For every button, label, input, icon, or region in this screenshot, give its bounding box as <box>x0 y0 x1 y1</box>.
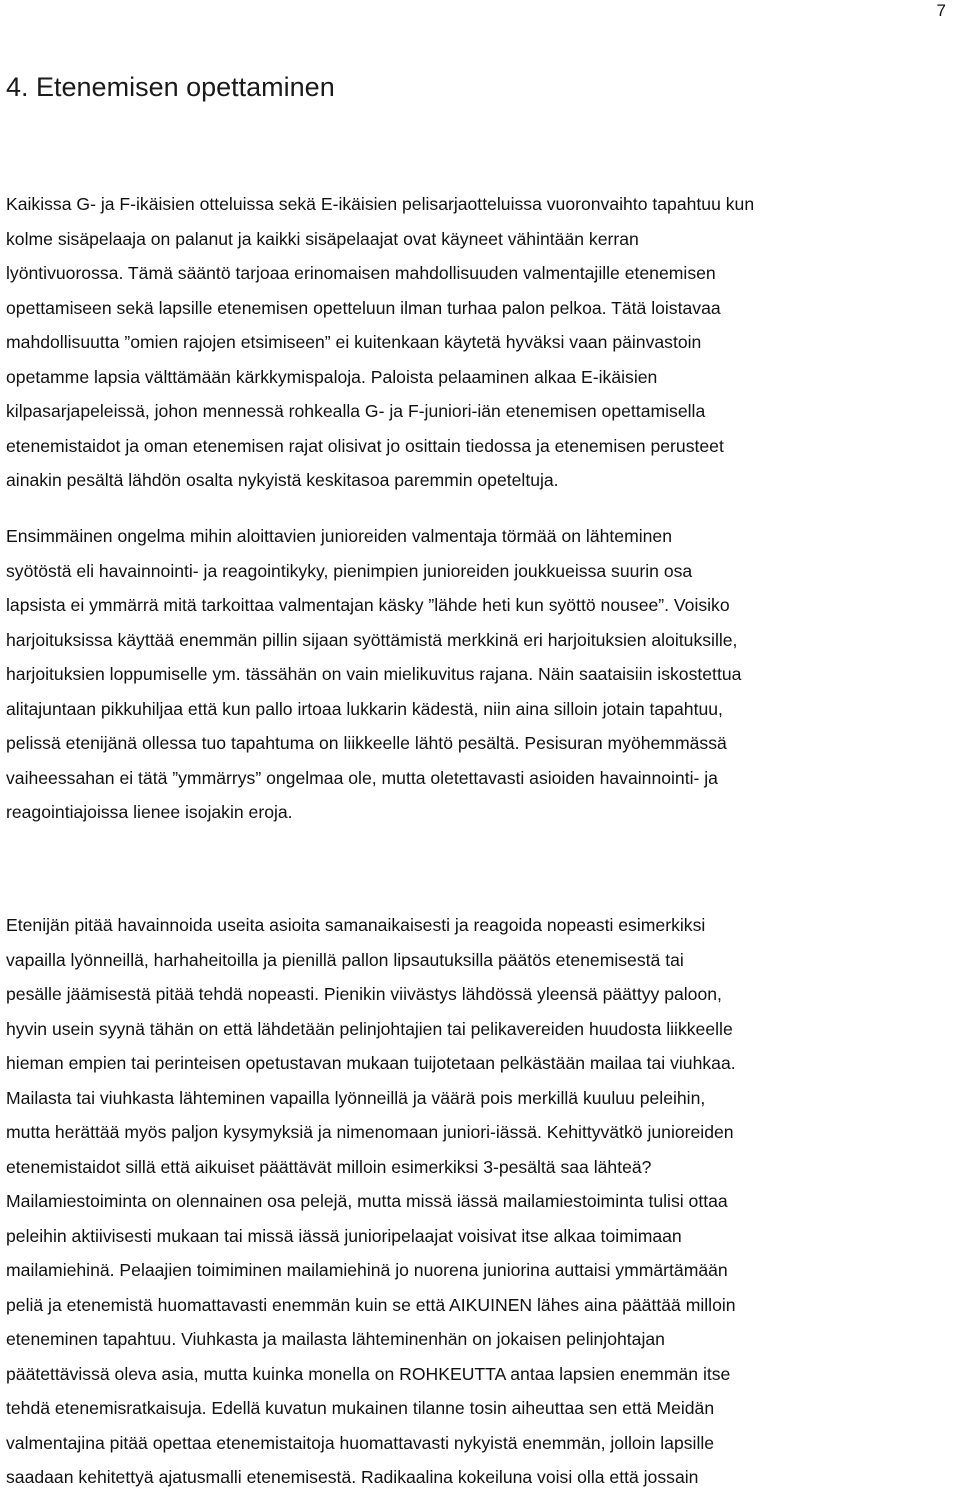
text-line: Mailamiestoiminta on olennainen osa pelejä, mutta missä iässä mailamiestoiminta tulisi ottaa <box>6 1191 728 1211</box>
text-line: mailamiehinä. Pelaajien toimiminen mailamiehinä jo nuorena juniorina auttaisi ymmärtämään <box>6 1260 728 1280</box>
text-line: lapsista ei ymmärrä mitä tarkoittaa valmentajan käsky ”lähde heti kun syöttö nousee”. Voisiko <box>6 595 730 615</box>
text-line: syötöstä eli havainnointi- ja reagointikyky, pienimpien junioreiden joukkueissa suurin osa <box>6 560 693 581</box>
text-line: mahdollisuutta ”omien rajojen etsimiseen” ei kuitenkaan käytetä hyväksi vaan päinvastoin <box>6 332 702 352</box>
text-line: ainakin pesältä lähdön osalta nykyistä keskitasoa paremmin opeteltuja. <box>6 470 559 490</box>
text-line: kilpasarjapeleissä, johon mennessä rohkealla G- ja F-juniori-iän etenemisen opettamisella <box>6 401 706 421</box>
text-line: vapailla lyönneillä, harhaheitoilla ja pienillä pallon lipsautuksilla päätös etenemisestä tai <box>6 949 684 970</box>
paragraph-1 <box>6 187 956 498</box>
paragraph-2 <box>6 519 956 830</box>
text-line: lyöntivuorossa. Tämä sääntö tarjoaa erinomaisen mahdollisuuden valmentajille etenemisen <box>6 263 716 283</box>
text-line: vaiheessahan ei tätä ”ymmärrys” ongelmaa ole, mutta oletettavasti asioiden havainnointi- ja <box>6 767 718 788</box>
text-line: päätettävissä oleva asia, mutta kuinka monella on ROHKEUTTA antaa lapsien enemmän itse <box>6 1363 731 1384</box>
text-line: valmentajina pitää opettaa etenemistaitoja huomattavasti nykyistä enemmän, jolloin lapsille <box>6 1432 715 1453</box>
text-line: peleihin aktiivisesti mukaan tai missä iässä junioripelaajat voisivat itse alkaa toimimaan <box>6 1225 682 1246</box>
text-line: pelissä etenijänä ollessa tuo tapahtuma on liikkeelle lähtö pesältä. Pesisuran myöhemmässä <box>6 733 727 753</box>
text-line: etenemistaidot sillä että aikuiset päättävät milloin esimerkiksi 3-pesältä saa lähteä? <box>6 1156 652 1177</box>
text-line: hieman empien tai perinteisen opetustavan mukaan tuijotetaan pelkästään mailaa tai viuhkaa. <box>6 1053 736 1073</box>
text-line: Kaikissa G- ja F-ikäisien otteluissa sekä E-ikäisien pelisarjaotteluissa vuoronvaihto tapahtuu kun <box>6 194 755 214</box>
text-line: Etenijän pitää havainnoida useita asioita samanaikaisesti ja reagoida nopeasti esimerkiksi <box>6 915 706 935</box>
text-line: etenemistaidot ja oman etenemisen rajat olisivat jo osittain tiedossa ja etenemisen perusteet <box>6 435 724 456</box>
paragraph-3 <box>6 908 956 1495</box>
text-line: reagointiajoissa lienee isojakin eroja. <box>6 802 293 822</box>
text-line: opettamiseen sekä lapsille etenemisen opetteluun ilman turhaa palon pelkoa. Tätä loistavaa <box>6 297 721 318</box>
text-line: Mailasta tai viuhkasta lähteminen vapailla lyönneillä ja väärä pois merkillä kuuluu peleihin, <box>6 1087 706 1108</box>
text-line: tehdä etenemisratkaisuja. Edellä kuvatun mukainen tilanne tosin aiheuttaa sen että Meidän <box>6 1398 715 1418</box>
text-line: hyvin usein syynä tähän on että lähdetään pelinjohtajien tai pelikavereiden huudosta liikkeelle <box>6 1018 733 1039</box>
text-line: mutta herättää myös paljon kysymyksiä ja nimenomaan juniori-iässä. Kehittyvätkö junioreiden <box>6 1122 734 1142</box>
text-line: eteneminen tapahtuu. Viuhkasta ja mailasta lähteminenhän on jokaisen pelinjohtajan <box>6 1329 665 1349</box>
text-line: opetamme lapsia välttämään kärkkymispaloja. Paloista pelaaminen alkaa E-ikäisien <box>6 366 658 387</box>
section-heading: 4. Etenemisen opettaminen <box>6 72 335 102</box>
text-line: harjoituksien loppumiselle ym. tässähän on vain mielikuvitus rajana. Näin saataisiin iskostettua <box>6 664 742 684</box>
text-line: alitajuntaan pikkuhiljaa että kun pallo irtoaa lukkarin kädestä, niin aina silloin jotain tapahtuu, <box>6 698 723 719</box>
text-line: kolme sisäpelaaja on palanut ja kaikki sisäpelaajat ovat käyneet vähintään kerran <box>6 228 639 249</box>
page-number: 7 <box>936 1 946 20</box>
text-line: saadaan kehitettyä ajatusmalli etenemisestä. Radikaalina kokeiluna voisi olla että jossain <box>6 1467 699 1487</box>
text-line: peliä ja etenemistä huomattavasti enemmän kuin se että AIKUINEN lähes aina päättää milloin <box>6 1294 736 1315</box>
text-line: Ensimmäinen ongelma mihin aloittavien junioreiden valmentaja törmää on lähteminen <box>6 526 673 546</box>
text-line: harjoituksissa käyttää enemmän pillin sijaan syöttämistä merkkinä eri harjoituksien aloituksille, <box>6 629 738 650</box>
text-line: pesälle jäämisestä pitää tehdä nopeasti. Pienikin viivästys lähdössä yleensä päättyy paloon, <box>6 984 722 1004</box>
